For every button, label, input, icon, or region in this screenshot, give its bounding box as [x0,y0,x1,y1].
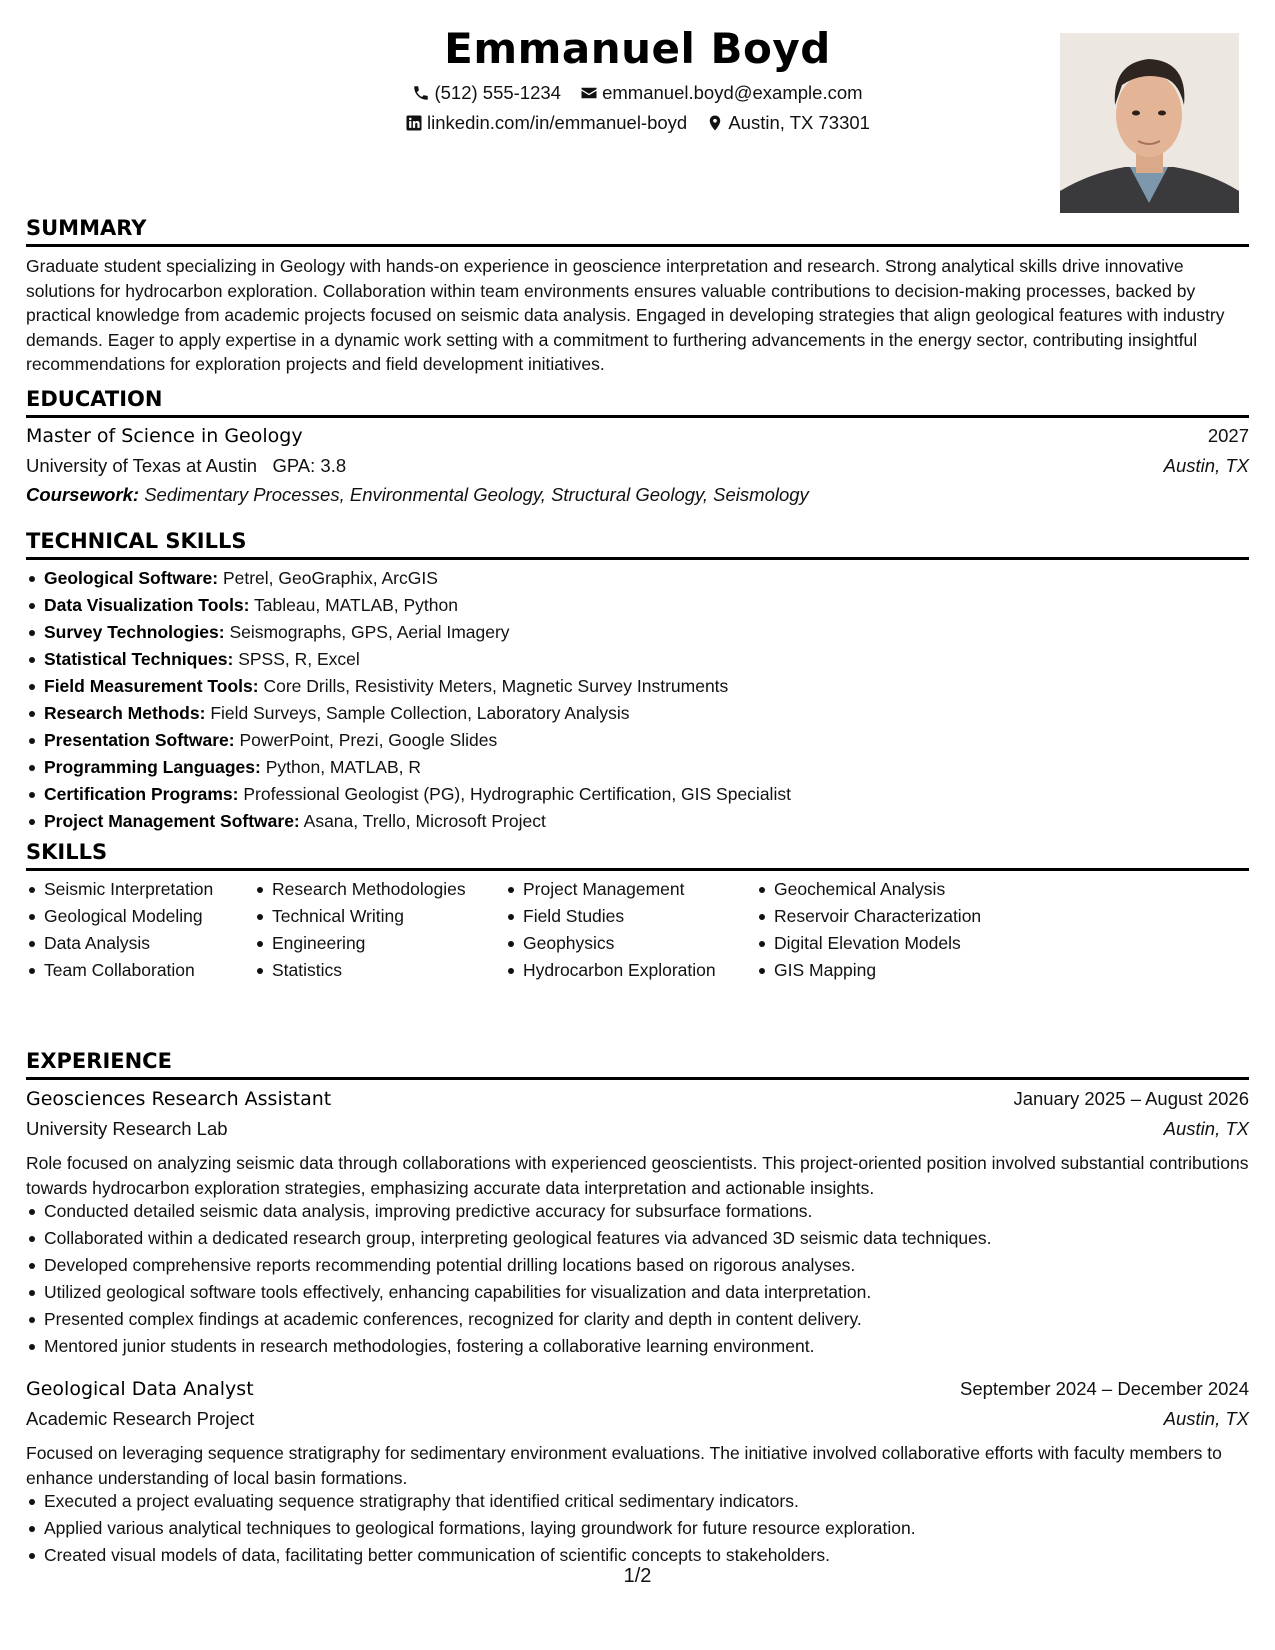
gpa: GPA: 3.8 [272,455,347,476]
school-location: Austin, TX [1163,455,1249,476]
technical-skills-list [26,565,791,835]
phone-text: (512) 555-1234 [434,82,561,103]
school-line [26,455,346,477]
list-item: Digital Elevation Models [756,930,981,957]
list-item: Research Methodologies [254,876,466,903]
coursework-row [26,484,1249,512]
location-contact [706,112,870,134]
job-2-summary: Focused on leveraging sequence stratigraphy for sedimentary environment evaluations. The initiative involved collaborative efforts with faculty members to enhance understanding of local basin formations. [26,1443,1222,1488]
skills-column-4 [756,876,981,984]
list-item: Technical Writing [254,903,466,930]
list-item: GIS Mapping [756,957,981,984]
graduation-year: 2027 [1207,425,1249,446]
list-item: Geochemical Analysis [756,876,981,903]
job-1-org-row [26,1118,1249,1146]
list-item: Geological Modeling [26,903,213,930]
phone-icon [412,84,430,102]
skills-column-3 [505,876,716,984]
list-item [26,727,791,754]
list-item: Conducted detailed seismic data analysis, improving predictive accuracy for subsurface formations. [26,1198,992,1225]
list-item: Project Management [505,876,716,903]
skill-values: PowerPoint, Prezi, Google Slides [239,730,498,750]
list-item [26,754,791,781]
list-item: Presented complex findings at academic conferences, recognized for clarity and depth in content delivery. [26,1306,992,1333]
skill-category: Project Management Software: [44,811,300,831]
list-item [26,592,791,619]
job-1-location: Austin, TX [1163,1118,1249,1139]
job-2-bullets [26,1488,916,1569]
job-1-role: Geosciences Research Assistant [26,1088,332,1110]
skill-category: Data Visualization Tools: [44,595,250,615]
job-2-role: Geological Data Analyst [26,1378,254,1400]
list-item: Engineering [254,930,466,957]
map-pin-icon [706,114,724,132]
coursework-line [26,484,809,506]
page-number: 1/2 [623,1565,652,1587]
email-contact[interactable] [580,82,862,104]
job-1-org: University Research Lab [26,1118,228,1139]
envelope-icon [580,84,598,102]
skill-values: Asana, Trello, Microsoft Project [303,811,546,831]
job-2-dates: September 2024 – December 2024 [960,1378,1249,1399]
summary-heading: SUMMARY [26,216,147,240]
education-school-row [26,455,1249,483]
list-item: Executed a project evaluating sequence stratigraphy that identified critical sedimentary indicators. [26,1488,916,1515]
list-item: Collaborated within a dedicated research group, interpreting geological features via advanced 3D seismic data techniques. [26,1225,992,1252]
skill-category: Programming Languages: [44,757,261,777]
job-1-summary: Role focused on analyzing seismic data through collaborations with experienced geoscientists. This project-oriented position involved substantial contributions towards hydrocarbon exploration strategies, emphasizing accurate data interpretation and actionable insights. [26,1153,1249,1198]
job-1-bullets [26,1198,992,1360]
skills-heading: SKILLS [26,840,108,864]
experience-heading: EXPERIENCE [26,1049,172,1073]
list-item: Mentored junior students in research methodologies, fostering a collaborative learning environment. [26,1333,992,1360]
list-item: Geophysics [505,930,716,957]
coursework-list: Sedimentary Processes, Environmental Geology, Structural Geology, Seismology [144,484,809,505]
list-item: Created visual models of data, facilitating better communication of scientific concepts to stakeholders. [26,1542,916,1569]
profile-photo [1060,33,1239,213]
list-item: Data Analysis [26,930,213,957]
list-item: Seismic Interpretation [26,876,213,903]
location-text: Austin, TX 73301 [728,112,870,133]
linkedin-icon [405,114,423,132]
skill-category: Research Methods: [44,703,206,723]
education-rule [26,415,1249,418]
skill-category: Statistical Techniques: [44,649,234,669]
list-item [26,700,791,727]
technical-skills-heading: TECHNICAL SKILLS [26,529,247,553]
skill-values: Core Drills, Resistivity Meters, Magnetic Survey Instruments [263,676,729,696]
list-item [26,673,791,700]
summary-text: Graduate student specializing in Geology with hands-on experience in geoscience interpretation and research. Strong analytical skills drive innovative solutions for hydrocarbon exploration. Collaboration within team environments ensures valuable contributions to decision-making processes, backed by practical knowledge from academic projects focused on seismic data analysis. Engaged in developing strategies that align geological features with industry demands. Eager to apply expertise in a dynamic work setting with a commitment to furthering advancements in the energy sector, contributing insightful recommendations for exploration projects and field development initiatives. [26,256,1225,374]
resume-page [26,0,1249,1650]
skill-values: Tableau, MATLAB, Python [254,595,458,615]
education-degree-row [26,425,1249,453]
skills-column-1 [26,876,213,984]
linkedin-contact[interactable] [405,112,687,134]
degree-title: Master of Science in Geology [26,425,303,447]
list-item: Applied various analytical techniques to geological formations, laying groundwork for future resource exploration. [26,1515,916,1542]
skill-category: Geological Software: [44,568,219,588]
skill-values: Professional Geologist (PG), Hydrographic Certification, GIS Specialist [243,784,791,804]
job-2-org: Academic Research Project [26,1408,255,1429]
list-item [26,808,791,835]
technical-skills-rule [26,557,1249,560]
school-name: University of Texas at Austin [26,455,258,476]
skill-values: Python, MATLAB, R [265,757,422,777]
email-text: emmanuel.boyd@example.com [602,82,863,103]
summary-rule [26,244,1249,247]
skill-values: Seismographs, GPS, Aerial Imagery [229,622,510,642]
list-item: Statistics [254,957,466,984]
skill-values: Petrel, GeoGraphix, ArcGIS [222,568,438,588]
job-2-org-row [26,1408,1249,1436]
job-2-title-row [26,1378,1249,1406]
experience-rule [26,1077,1249,1080]
list-item [26,646,791,673]
list-item: Reservoir Characterization [756,903,981,930]
list-item: Field Studies [505,903,716,930]
job-2-location: Austin, TX [1163,1408,1249,1429]
job-1-dates: January 2025 – August 2026 [1013,1088,1249,1109]
list-item: Utilized geological software tools effectively, enhancing capabilities for visualization and data interpretation. [26,1279,992,1306]
phone-contact[interactable] [412,82,561,104]
skills-column-2 [254,876,466,984]
skill-values: Field Surveys, Sample Collection, Laboratory Analysis [210,703,630,723]
coursework-label: Coursework: [26,484,140,505]
skills-rule [26,868,1249,871]
skill-category: Presentation Software: [44,730,235,750]
list-item: Hydrocarbon Exploration [505,957,716,984]
list-item [26,619,791,646]
candidate-name: Emmanuel Boyd [444,24,831,73]
list-item: Developed comprehensive reports recommending potential drilling locations based on rigorous analyses. [26,1252,992,1279]
list-item [26,565,791,592]
education-heading: EDUCATION [26,387,163,411]
job-1-title-row [26,1088,1249,1116]
skill-values: SPSS, R, Excel [238,649,360,669]
skill-category: Field Measurement Tools: [44,676,259,696]
resume-header [26,20,1249,220]
list-item: Team Collaboration [26,957,213,984]
skill-category: Certification Programs: [44,784,239,804]
linkedin-text: linkedin.com/in/emmanuel-boyd [427,112,688,133]
list-item [26,781,791,808]
skill-category: Survey Technologies: [44,622,225,642]
